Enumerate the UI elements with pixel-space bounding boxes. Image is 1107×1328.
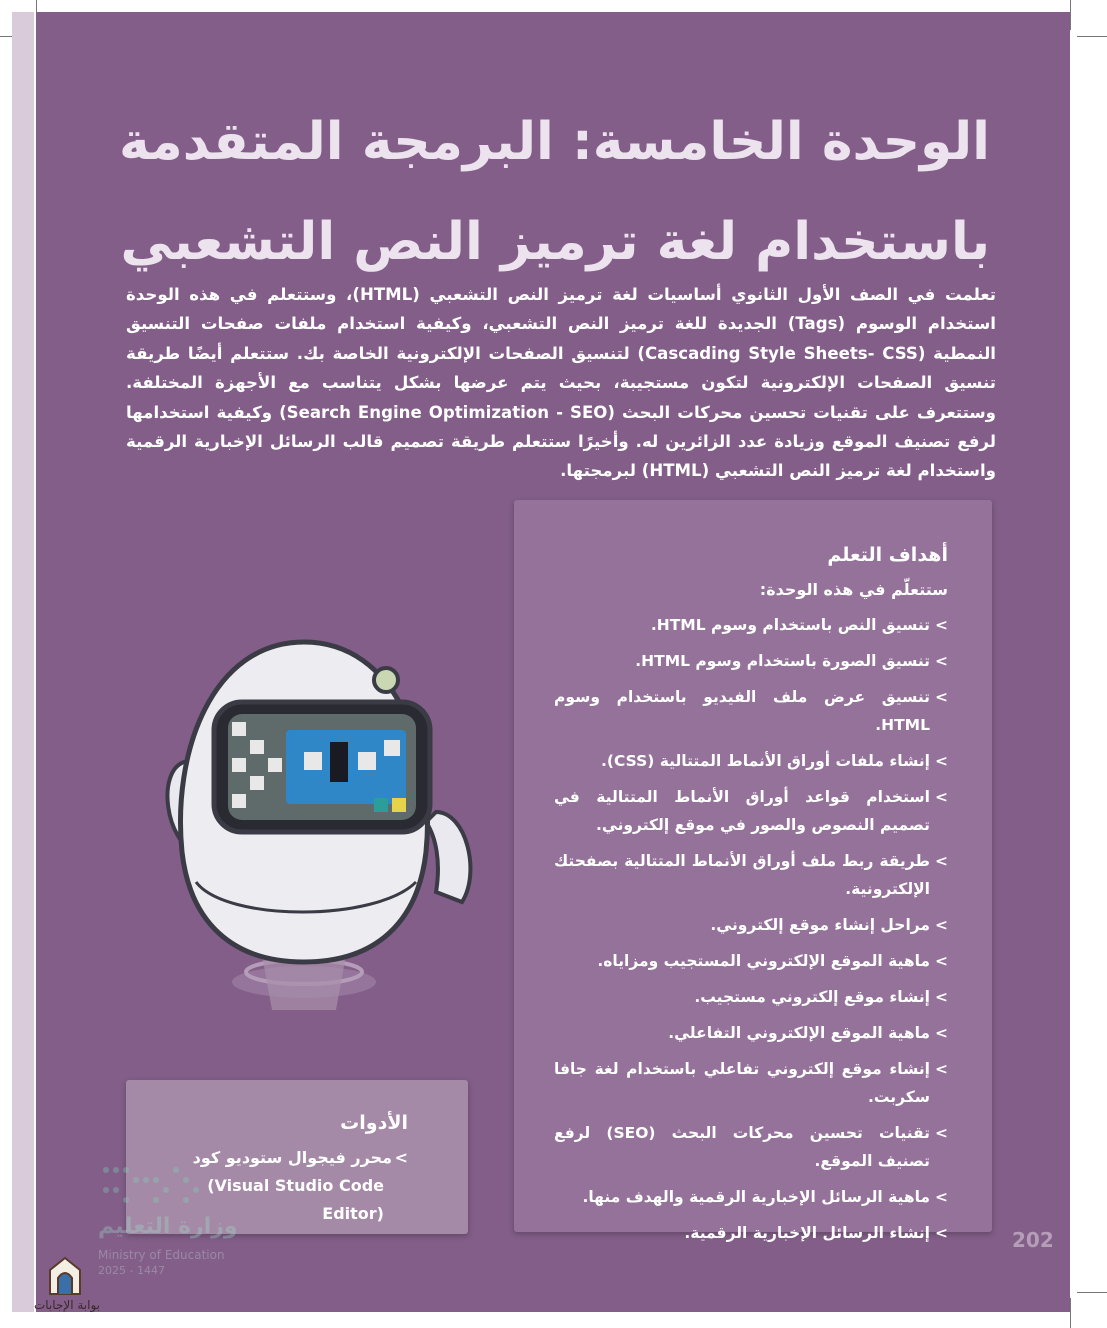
tools-item-label: محرر فيجوال ستوديو كود: [192, 1148, 392, 1167]
learning-goals-title: أهداف التعلم: [827, 544, 948, 566]
chevron-icon: >: [935, 616, 948, 634]
robot-illustration: [136, 622, 536, 1022]
unit-page: [36, 12, 1070, 1312]
list-item: > إنشاء موقع إلكتروني مستجيب.: [554, 983, 948, 1011]
chevron-icon: >: [935, 952, 948, 970]
list-item: > مراحل إنشاء موقع إلكتروني.: [554, 911, 948, 939]
learning-goals-intro: ستتعلّم في هذه الوحدة:: [759, 580, 948, 599]
unit-title: [90, 92, 990, 292]
chevron-icon: >: [935, 1060, 948, 1078]
learning-goals-list: [554, 611, 948, 1247]
ministry-year: 2025 - 1447: [98, 1264, 165, 1277]
page-number: 202: [1012, 1228, 1054, 1252]
list-item: > ماهية الموقع الإلكتروني المستجيب ومزاياه.: [554, 947, 948, 975]
list-item: > تنسيق عرض ملف الفيديو باستخدام وسوم HTML.: [554, 683, 948, 739]
list-item: > إنشاء ملفات أوراق الأنماط المتتالية (CSS).: [554, 747, 948, 775]
page-edge-strip: [12, 12, 34, 1312]
site-logo-text: بوابة الإجابات: [34, 1298, 101, 1312]
chevron-icon: >: [935, 1188, 948, 1206]
ministry-logo-icon: [100, 1164, 210, 1208]
tools-item-english: (Visual Studio Code Editor): [207, 1176, 384, 1223]
chevron-icon: >: [935, 788, 948, 806]
chevron-icon: >: [935, 752, 948, 770]
crop-mark: [1077, 36, 1107, 37]
crop-mark: [1070, 0, 1071, 30]
tools-title: الأدوات: [340, 1112, 408, 1134]
list-item: > طريقة ربط ملف أوراق الأنماط المتتالية بصفحتك الإلكترونية.: [554, 847, 948, 903]
chevron-icon: >: [935, 688, 948, 706]
chevron-icon: >: [394, 1148, 408, 1167]
ministry-watermark: [98, 1162, 238, 1282]
intro-paragraph: تعلمت في الصف الأول الثانوي أساسيات لغة ترميز النص التشعبي (HTML)، وستتعلم في هذه الوحدة استخدام الوسوم (Tags) الجديدة للغة ترميز النص التشعبي، وكيفية استخدام ملفات صفحات التنسيق النمطية (Cascading Style Sheets- CSS) لتنسيق الصفحات الإلكترونية الخاصة بك. ستتعلم أيضًا طريقة تنسيق الصفحات الإلكترونية لتكون مستجيبة، بحيث يتم عرضها بشكل يتناسب مع الأجهزة المختلفة. وستتعرف على تقنيات تحسين محركات البحث (Search Engine Optimization - SEO) وكيفية استخدامها لرفع تصنيف الموقع وزيادة عدد الزائرين له. وأخيرًا ستتعلم طريقة تصميم قالب الرسائل الإخبارية الرقمية واستخدام لغة ترميز النص التشعبي (HTML) لبرمجتها.: [126, 285, 997, 481]
list-item: > إنشاء الرسائل الإخبارية الرقمية.: [554, 1219, 948, 1247]
chevron-icon: >: [935, 1124, 948, 1142]
list-item: > ماهية الرسائل الإخبارية الرقمية والهدف منها.: [554, 1183, 948, 1211]
site-emblem-icon: [46, 1256, 84, 1298]
crop-mark: [1070, 1298, 1071, 1328]
list-item: > ماهية الموقع الإلكتروني التفاعلي.: [554, 1019, 948, 1047]
ministry-name-arabic: وزارة التعليم: [98, 1214, 238, 1239]
list-item: > تقنيات تحسين محركات البحث (SEO) لرفع تصنيف الموقع.: [554, 1119, 948, 1175]
unit-title-line1: الوحدة الخامسة: البرمجة المتقدمة: [118, 112, 990, 172]
chevron-icon: >: [935, 652, 948, 670]
unit-title-line2: باستخدام لغة ترميز النص التشعبي: [120, 212, 990, 272]
chevron-icon: >: [935, 852, 948, 870]
learning-goals-box: [514, 500, 992, 1242]
list-item: > تنسيق النص باستخدام وسوم HTML.: [554, 611, 948, 639]
list-item: > إنشاء موقع إلكتروني تفاعلي باستخدام لغة جافا سكربت.: [554, 1055, 948, 1111]
list-item: > استخدام قواعد أوراق الأنماط المتتالية في تصميم النصوص والصور في موقع إلكتروني.: [554, 783, 948, 839]
chevron-icon: >: [935, 1224, 948, 1242]
chevron-icon: >: [935, 1024, 948, 1042]
chevron-icon: >: [935, 988, 948, 1006]
list-item: > تنسيق الصورة باستخدام وسوم HTML.: [554, 647, 948, 675]
crop-mark: [1077, 1292, 1107, 1293]
chevron-icon: >: [935, 916, 948, 934]
ministry-name-english: Ministry of Education: [98, 1248, 225, 1262]
